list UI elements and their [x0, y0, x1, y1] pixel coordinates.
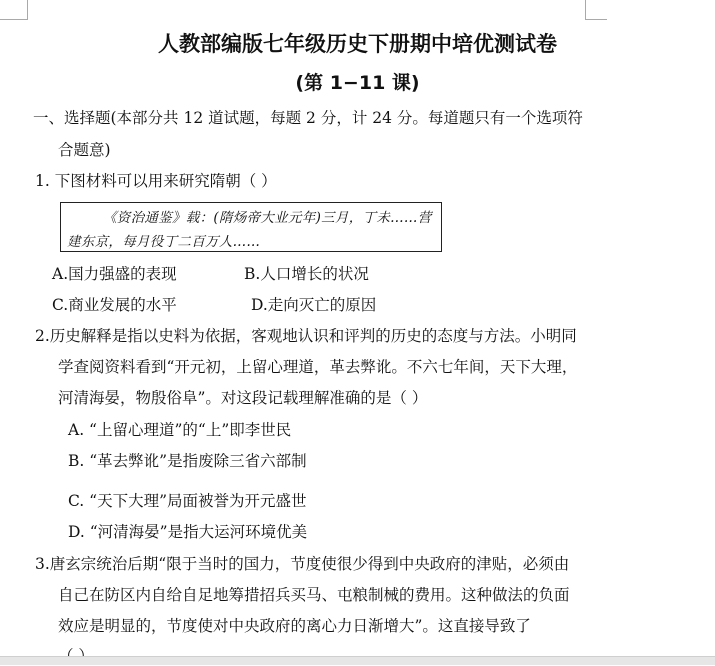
question-3-stem-line-1: 3.唐玄宗统治后期“限于当时的国力，节度使很少得到中央政府的津贴，必须由	[35, 555, 570, 573]
crop-mark-left-vertical	[27, 0, 28, 20]
question-1-option-d: D.走向灭亡的原因	[251, 296, 377, 314]
question-1-option-b: B.人口增长的状况	[244, 265, 369, 283]
question-3-stem-line-3: 效应是明显的，节度使对中央政府的离心力日渐增大”。这直接导致了	[58, 617, 531, 635]
source-quote-line-1: 《资治通鉴》载：(隋炀帝大业元年)三月，丁未……营	[103, 210, 432, 226]
section-heading: 一、选择题(本部分共 12 道试题，每题 2 分，计 24 分。每道题只有一个选项符	[33, 109, 583, 127]
question-1-option-c: C.商业发展的水平	[52, 296, 177, 314]
section-heading-cont: 合题意)	[58, 141, 111, 159]
crop-mark-right-horizontal	[585, 19, 607, 20]
crop-mark-left-horizontal	[0, 19, 28, 20]
question-1-option-a: A.国力强盛的表现	[52, 265, 177, 283]
question-1-source-box	[60, 202, 442, 252]
source-quote-line-2: 建东京，每月役丁二百万人……	[67, 234, 261, 250]
crop-mark-right-vertical	[585, 0, 586, 20]
page-title: 人教部编版七年级历史下册期中培优测试卷	[158, 32, 557, 56]
question-2-option-c: C. “天下大理”局面被誉为开元盛世	[68, 492, 307, 510]
question-2-stem-line-2: 学查阅资料看到“开元初，上留心理道，革去弊讹。不六七年间，天下大理，	[58, 358, 578, 376]
question-1-stem: 1. 下图材料可以用来研究隋朝（ ）	[35, 172, 277, 190]
page-subtitle: (第 1−11 课)	[295, 72, 420, 94]
question-2-stem-line-3: 河清海晏，物殷俗阜”。对这段记载理解准确的是（ ）	[58, 389, 428, 407]
question-3-stem-line-2: 自己在防区内自给自足地筹措招兵买马、屯粮制械的费用。这种做法的负面	[58, 586, 570, 604]
question-2-option-d: D. “河清海晏”是指大运河环境优美	[68, 523, 308, 541]
question-2-stem-line-1: 2.历史解释是指以史料为依据，客观地认识和评判的历史的态度与方法。小明同	[35, 327, 577, 345]
question-2-option-a: A. “上留心理道”的“上”即李世民	[68, 421, 292, 439]
question-2-option-b: B. “革去弊讹”是指废除三省六部制	[68, 452, 307, 470]
